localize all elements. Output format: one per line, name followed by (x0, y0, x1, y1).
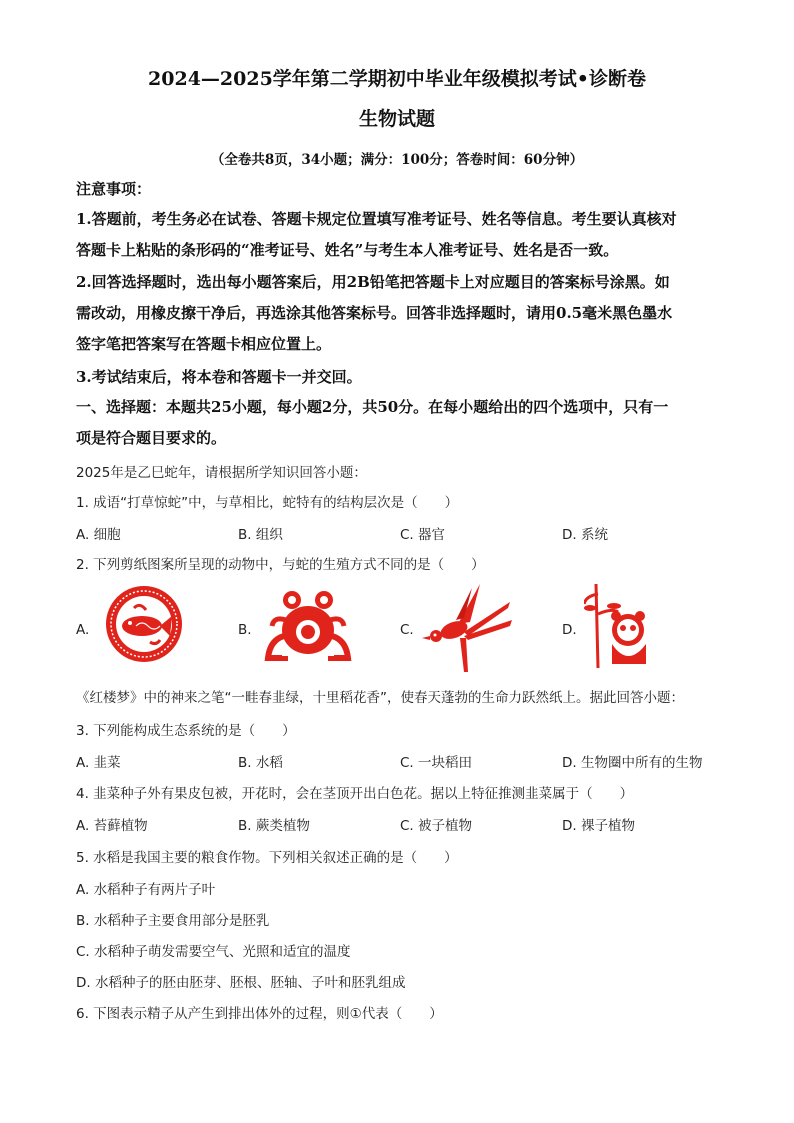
notice-item-2-line-1: 2.回答选择题时，选出每小题答案后，用2B铅笔把答题卡上对应题目的答案标号涂黑。如 (76, 273, 670, 291)
question-4-option-a: A. 苔藓植物 (76, 818, 148, 834)
question-3-option-d: D. 生物圈中所有的生物 (562, 755, 703, 771)
question-5-stem: 5. 水稻是我国主要的粮食作物。下列相关叙述正确的是（ ） (76, 850, 458, 866)
panda-papercut-icon (584, 584, 654, 668)
question-4-stem: 4. 韭菜种子外有果皮包被，开花时，会在茎顶开出白色花。据以上特征推测韭菜属于（ ） (76, 786, 634, 802)
question-2-stem: 2. 下列剪纸图案所呈现的动物中，与蛇的生殖方式不同的是（ ） (76, 557, 485, 573)
question-5-option-b: B. 水稻种子主要食用部分是胚乳 (76, 913, 270, 929)
notice-item-1-line-1: 1.答题前，考生务必在试卷、答题卡规定位置填写准考证号、姓名等信息。考生要认真核对 (76, 210, 677, 228)
question-1-option-b: B. 组织 (238, 527, 283, 543)
intro-text-1: 2025年是乙巳蛇年，请根据所学知识回答小题： (76, 465, 367, 481)
bird-papercut-icon (420, 580, 514, 676)
carp-papercut-icon (104, 584, 184, 664)
question-4-option-d: D. 裸子植物 (562, 818, 635, 834)
notice-item-1-line-2: 答题卡上粘贴的条形码的“准考证号、姓名”与考生本人准考证号、姓名是否一致。 (76, 241, 619, 259)
exam-title: 2024—2025学年第二学期初中毕业年级模拟考试•诊断卷 (148, 68, 646, 90)
notice-item-2-line-2: 需改动，用橡皮擦干净后，再选涂其他答案标号。回答非选择题时，请用0.5毫米黑色墨水 (76, 304, 673, 322)
frog-papercut-icon (262, 584, 354, 670)
section-heading-line-2: 项是符合题目要求的。 (76, 429, 227, 447)
question-3-stem: 3. 下列能构成生态系统的是（ ） (76, 723, 296, 739)
question-3-option-c: C. 一块稻田 (400, 755, 473, 771)
question-6-stem: 6. 下图表示精子从产生到排出体外的过程，则①代表（ ） (76, 1006, 443, 1022)
section-heading-line-1: 一、选择题：本题共25小题，每小题2分，共50分。在每小题给出的四个选项中，只有一 (76, 398, 669, 416)
question-2-option-c-label: C. (400, 622, 414, 638)
question-3-option-b: B. 水稻 (238, 755, 283, 771)
notice-heading: 注意事项： (76, 180, 152, 198)
subject-title: 生物试题 (358, 108, 435, 130)
question-2-option-b-label: B. (238, 622, 252, 638)
exam-info: （全卷共8页，34小题；满分：100分；答卷时间：60分钟） (210, 152, 584, 168)
question-2-option-d-label: D. (562, 622, 577, 638)
question-5-option-c: C. 水稻种子萌发需要空气、光照和适宜的温度 (76, 944, 351, 960)
question-5-option-d: D. 水稻种子的胚由胚芽、胚根、胚轴、子叶和胚乳组成 (76, 975, 406, 991)
question-2-option-a-label: A. (76, 622, 90, 638)
question-3-option-a: A. 韭菜 (76, 755, 121, 771)
intro-text-2: 《红楼梦》中的神来之笔“一畦春韭绿，十里稻花香”，使春天蓬勃的生命力跃然纸上。据此回答小题： (76, 690, 684, 706)
notice-item-3: 3.考试结束后，将本卷和答题卡一并交回。 (76, 368, 362, 386)
question-1-option-d: D. 系统 (562, 527, 608, 543)
question-1-stem: 1. 成语“打草惊蛇”中，与草相比，蛇特有的结构层次是（ ） (76, 495, 459, 511)
question-5-option-a: A. 水稻种子有两片子叶 (76, 882, 216, 898)
question-1-option-c: C. 器官 (400, 527, 446, 543)
question-4-option-b: B. 蕨类植物 (238, 818, 310, 834)
question-1-option-a: A. 细胞 (76, 527, 121, 543)
question-4-option-c: C. 被子植物 (400, 818, 473, 834)
notice-item-2-line-3: 签字笔把答案写在答题卡相应位置上。 (76, 335, 332, 353)
